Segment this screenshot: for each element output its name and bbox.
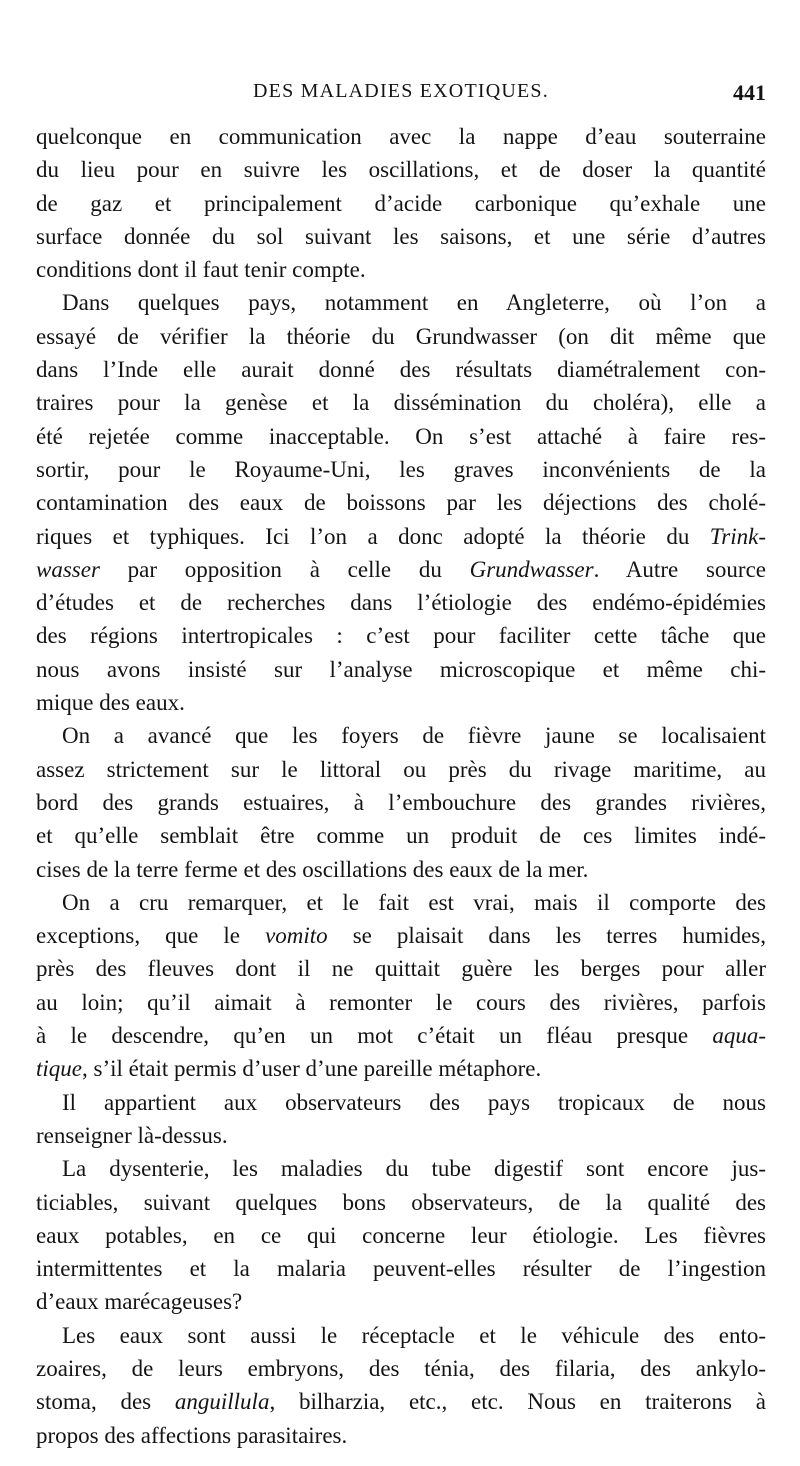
text-line: [36, 952, 766, 985]
text-segment: On a cru remarquer, et le fait est vrai, mais il comporte des: [62, 889, 766, 915]
text-line: [36, 1319, 766, 1352]
italic-term: aqua-: [712, 1023, 766, 1049]
text-line: [36, 686, 766, 719]
text-line: [36, 1285, 766, 1318]
text-segment: d’études et de recherches dans l’étiologie des endémo-épidémies: [36, 590, 766, 616]
text-segment: sortir, pour le Royaume-Uni, les graves inconvénients de la: [36, 456, 766, 482]
text-line: [36, 1052, 766, 1085]
text-line: [36, 253, 766, 286]
text-segment: bord des grands estuaires, à l’embouchure des grandes rivières,: [36, 789, 766, 815]
text-segment: La dysenterie, les maladies du tube digestif sont encore jus-: [62, 1156, 766, 1182]
text-line: [36, 153, 766, 186]
text-segment: de gaz et principalement d’acide carbonique qu’exhale une: [36, 190, 766, 216]
text-line: [36, 1252, 766, 1285]
text-line: [36, 1419, 766, 1452]
text-segment: du lieu pour en suivre les oscillations, et de doser la quantité: [36, 157, 766, 183]
text-line: [36, 1086, 766, 1119]
text-line: [36, 486, 766, 519]
italic-term: anguillula: [174, 1389, 270, 1415]
text-segment: , s’il était permis d’user d’une pareille métaphore.: [82, 1056, 542, 1082]
text-segment: quelconque en communication avec la nappe d’eau souterraine: [36, 124, 766, 149]
text-segment: et qu’elle semblait être comme un produit de ces limites indé-: [36, 823, 766, 849]
text-segment: d’eaux marécageuses?: [36, 1289, 243, 1315]
text-line: [36, 453, 766, 486]
text-line: [36, 653, 766, 686]
text-segment: renseigner là-dessus.: [36, 1122, 228, 1148]
text-segment: intermittentes et la malaria peuvent-elles résulter de l’ingestion: [36, 1256, 766, 1282]
text-segment: eaux potables, en ce qui concerne leur étiologie. Les fièvres: [36, 1222, 766, 1248]
text-line: [36, 819, 766, 852]
text-line: [36, 586, 766, 619]
body-text: [36, 120, 766, 1452]
text-line: [36, 986, 766, 1019]
italic-term: Trink-: [709, 523, 766, 549]
text-line: [36, 220, 766, 253]
page-number: 441: [733, 80, 766, 105]
text-segment: On a avancé que les foyers de fièvre jaune se localisaient: [62, 723, 766, 749]
text-segment: dans l’Inde elle aurait donné des résultats diamétralement con-: [36, 357, 766, 383]
text-line: [36, 1352, 766, 1385]
text-segment: ticiables, suivant quelques bons observateurs, de la qualité des: [36, 1189, 766, 1215]
text-line: [36, 386, 766, 419]
text-segment: Les eaux sont aussi le réceptacle et le véhicule des ento-: [62, 1322, 766, 1348]
text-segment: zoaires, de leurs embryons, des ténia, des filaria, des ankylo-: [36, 1355, 766, 1381]
text-line: [36, 1119, 766, 1152]
text-line: [36, 187, 766, 220]
text-line: [36, 1219, 766, 1252]
text-segment: Il appartient aux observateurs des pays tropicaux de nous: [62, 1089, 766, 1115]
text-segment: se plaisait dans les terres humides,: [327, 923, 767, 949]
text-line: [36, 553, 766, 586]
italic-term: vomito: [265, 923, 328, 949]
text-line: [36, 919, 766, 952]
text-segment: , bilharzia, etc., etc. Nous en traiterons à: [269, 1389, 766, 1415]
text-line: [36, 320, 766, 353]
italic-term: wasser: [36, 556, 100, 582]
text-segment: cises de la terre ferme et des oscillations des eaux de la mer.: [36, 856, 589, 882]
text-line: [36, 286, 766, 319]
running-head: [36, 80, 766, 112]
text-segment: propos des affections parasitaires.: [36, 1422, 348, 1448]
text-segment: au loin; qu’il aimait à remonter le cours des rivières, parfois: [36, 989, 766, 1015]
text-segment: stoma, des: [36, 1389, 175, 1415]
text-segment: par opposition à celle du: [99, 556, 470, 582]
italic-term: Grundwasser: [469, 556, 594, 582]
text-line: [36, 1019, 766, 1052]
text-segment: nous avons insisté sur l’analyse microscopique et même chi-: [36, 656, 766, 682]
text-line: [36, 786, 766, 819]
text-line: [36, 1152, 766, 1185]
text-line: [36, 420, 766, 453]
italic-term: tique: [36, 1056, 82, 1082]
text-segment: exceptions, que le: [36, 923, 266, 949]
text-line: [36, 886, 766, 919]
text-line: [36, 353, 766, 386]
text-segment: à le descendre, qu’en un mot c’était un fléau presque: [36, 1023, 713, 1049]
text-segment: été rejetée comme inacceptable. On s’est attaché à faire res-: [36, 423, 766, 449]
text-line: [36, 1186, 766, 1219]
text-segment: près des fleuves dont il ne quittait guère les berges pour aller: [36, 956, 766, 982]
text-line: [36, 753, 766, 786]
text-line: [36, 1385, 766, 1418]
text-line: [36, 520, 766, 553]
text-segment: des régions intertropicales : c’est pour faciliter cette tâche que: [36, 623, 766, 649]
text-segment: . Autre source: [593, 556, 766, 582]
text-segment: mique des eaux.: [36, 690, 185, 716]
text-line: [36, 120, 766, 153]
text-segment: contamination des eaux de boissons par les déjections des cholé-: [36, 490, 766, 516]
text-segment: riques et typhiques. Ici l’on a donc adopté la théorie du: [36, 523, 710, 549]
text-segment: conditions dont il faut tenir compte.: [36, 257, 366, 283]
text-line: [36, 719, 766, 752]
text-segment: essayé de vérifier la théorie du Grundwasser (on dit même que: [36, 323, 766, 349]
text-segment: surface donnée du sol suivant les saisons, et une série d’autres: [36, 223, 766, 249]
text-segment: Dans quelques pays, notamment en Angleterre, où l’on a: [62, 290, 766, 316]
text-line: [36, 853, 766, 886]
text-line: [36, 619, 766, 652]
text-segment: assez strictement sur le littoral ou près du rivage maritime, au: [36, 756, 766, 782]
running-title: DES MALADIES EXOTIQUES.: [253, 80, 549, 102]
text-segment: traires pour la genèse et la dissémination du choléra), elle a: [36, 390, 766, 416]
